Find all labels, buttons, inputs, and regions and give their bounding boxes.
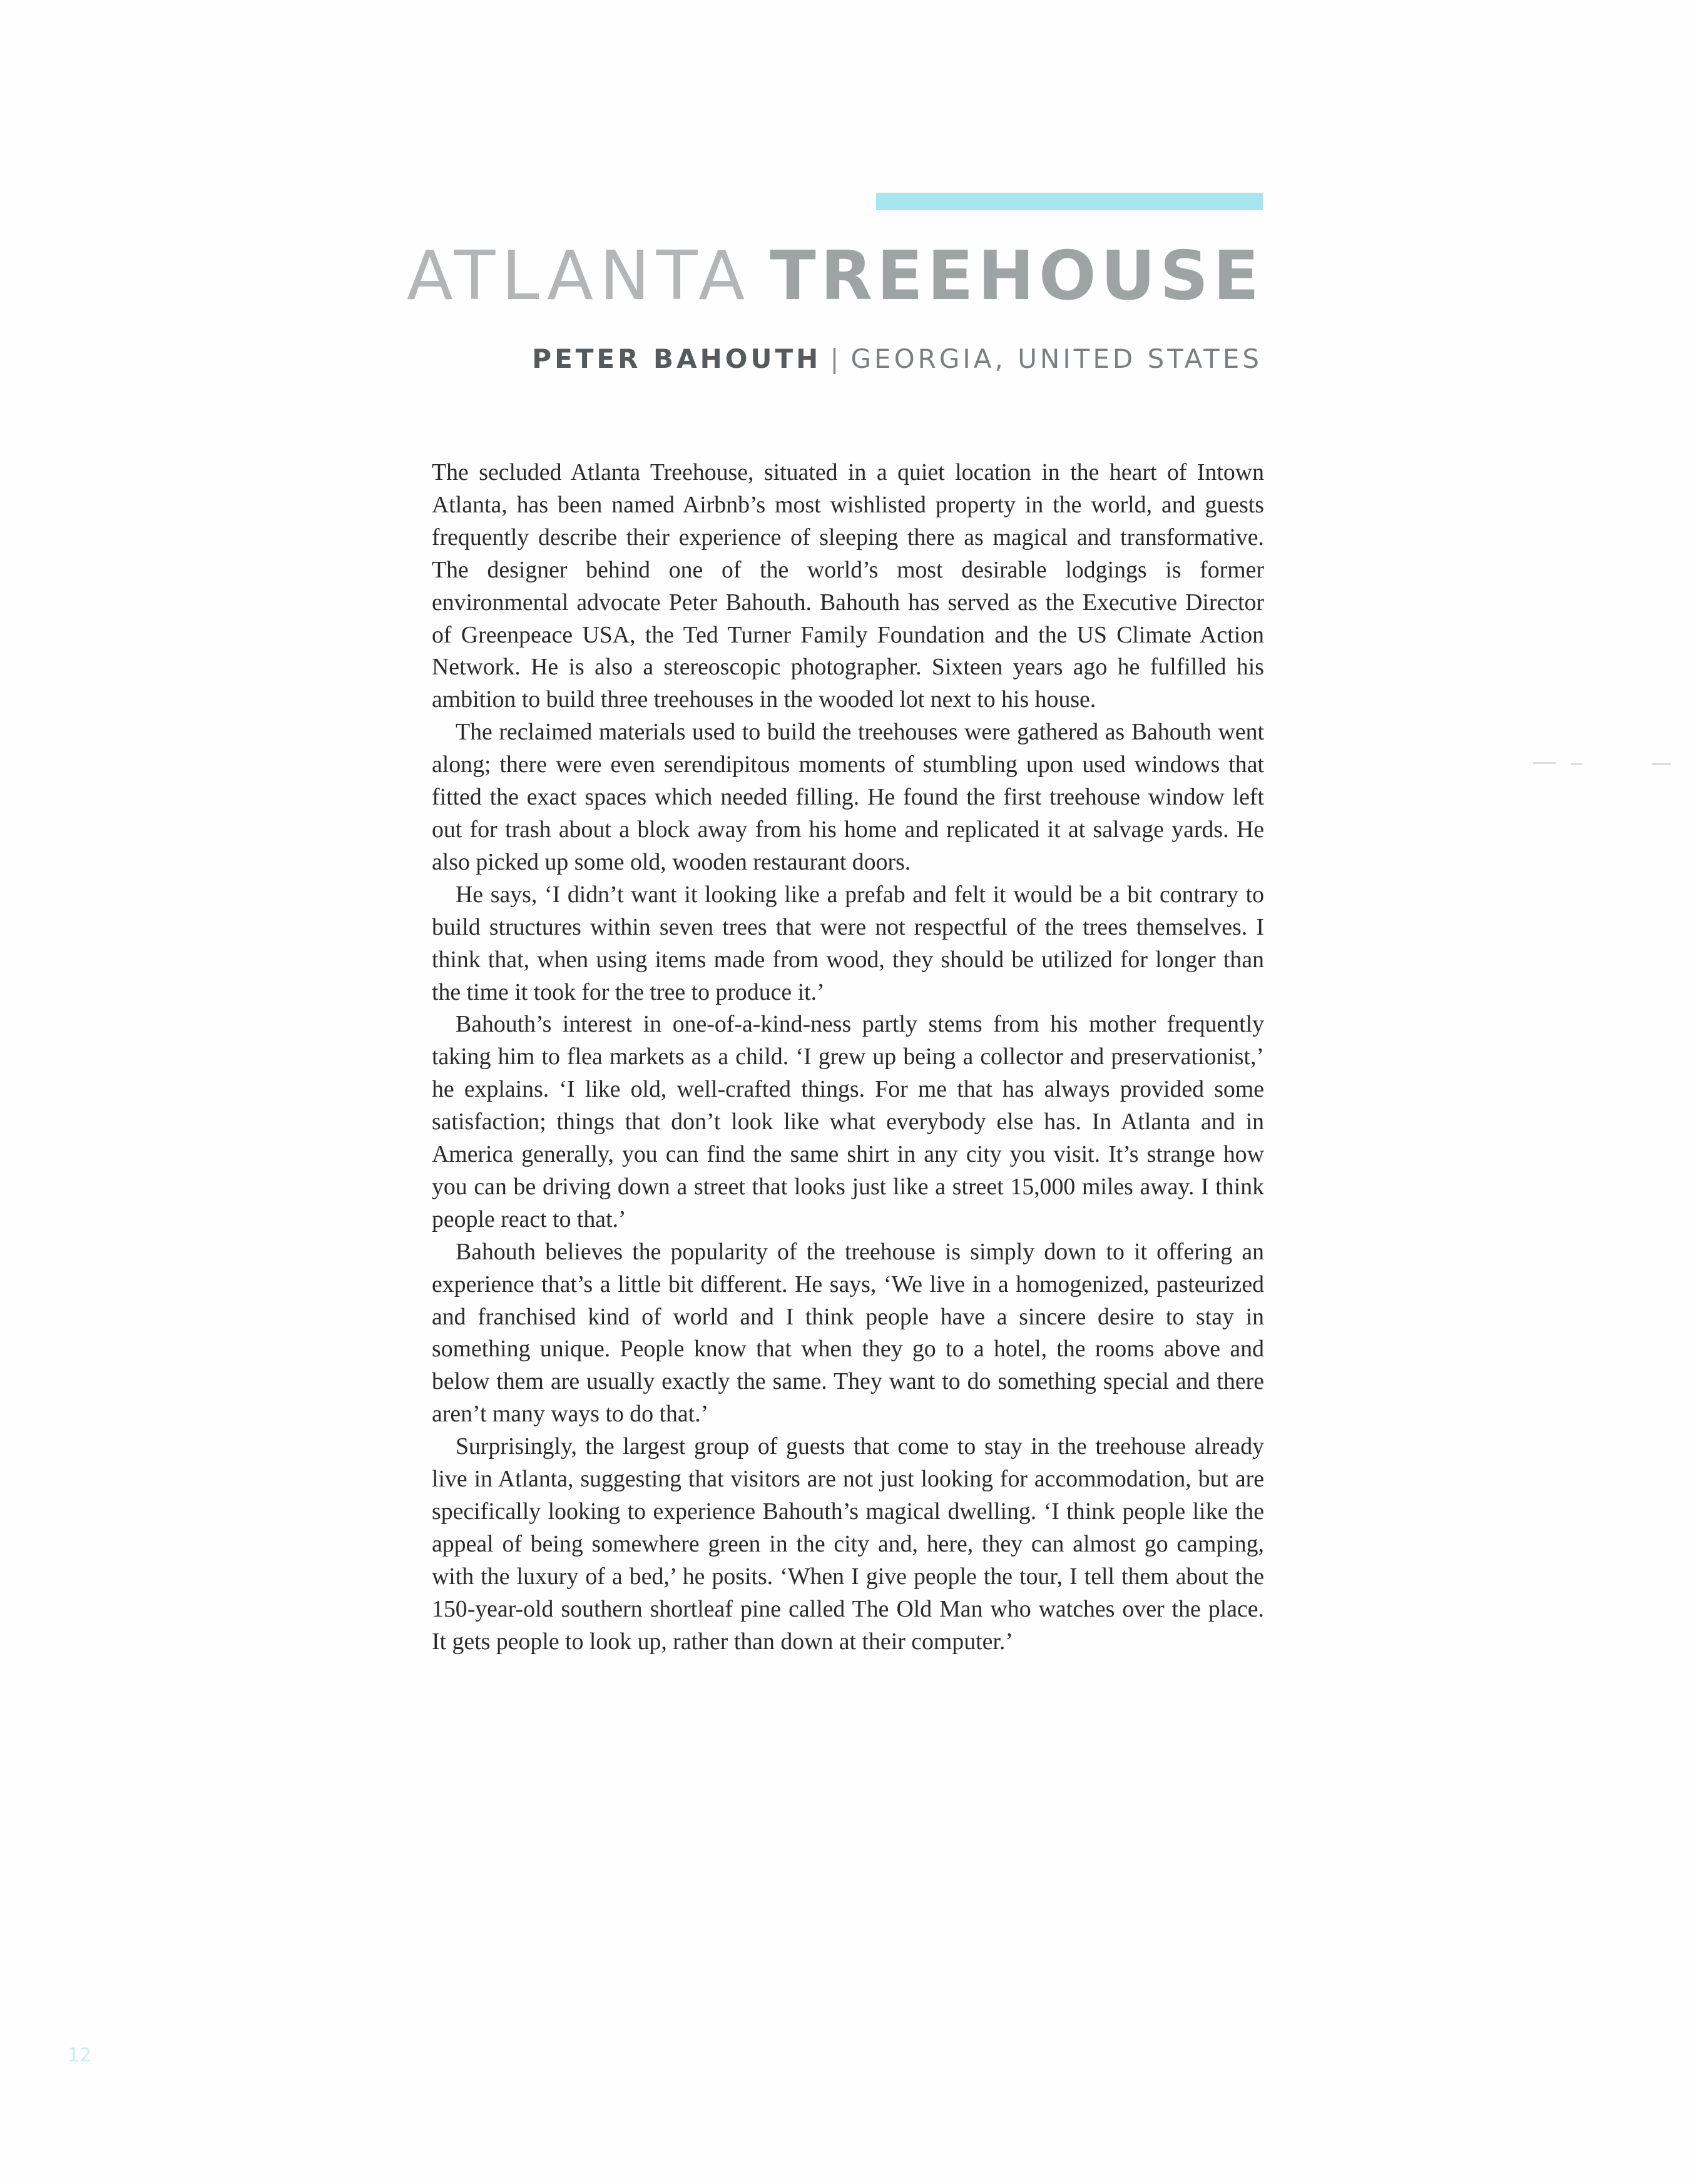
article-body: [432, 457, 1264, 1658]
article-title: [407, 236, 1263, 317]
page-number: 12: [68, 2044, 92, 2066]
article-paragraph: He says, ‘I didn’t want it looking like a prefab and felt it would be a bit contrary to build structures within seven trees that were not respectful of the trees themselves. I think that, when using items made from wood, they should be utilized for longer than the time it took for the tree to produce it.’: [432, 881, 1264, 1005]
article-paragraph: The secluded Atlanta Treehouse, situated in a quiet location in the heart of Intown Atlanta, has been named Airbnb’s most wishlisted property in the world, and guests frequently describe their experience of sleeping there as magical and transformative. The designer behind one of the world’s most desirable lodgings is former environmental advocate Peter Bahouth. Bahouth has served as the Executive Director of Greenpeace USA, the Ted Turner Family Foundation and the US Climate Action Network. He is also a stereoscopic photographer. Sixteen years ago he fulfilled his ambition to build three treehouses in the wooded lot next to his house.: [432, 459, 1264, 713]
article-paragraph: Bahouth’s interest in one-of-a-kind-ness partly stems from his mother frequently taking him to flea markets as a child. ‘I grew up being a collector and preservationist,’ he explains. ‘I like old, well-crafted things. For me that has always provided some satisfaction; things that don’t look like what everybody else has. In Atlanta and in America generally, you can find the same shirt in any city you visit. It’s strange how you can be driving down a street that looks just like a street 15,000 miles away. I think people react to that.’: [432, 1011, 1264, 1232]
article-paragraph: Bahouth believes the popularity of the treehouse is simply down to it offering an experience that’s a little bit different. He says, ‘We live in a homogenized, pasteurized and franchised kind of world and I think people have a sincere desire to stay in something unique. People know that when they go to a hotel, the rooms above and below them are usually exactly the same. They want to do something special and there aren’t many ways to do that.’: [432, 1238, 1264, 1428]
article-paragraph: The reclaimed materials used to build the treehouses were gathered as Bahouth went along; there were even serendipitous moments of stumbling upon used windows that fitted the exact spaces which needed filling. He found the first treehouse window left out for trash about a block away from his home and replicated it at salvage yards. He also picked up some old, wooden restaurant doors.: [432, 719, 1264, 875]
title-accent-bar: [876, 193, 1263, 210]
byline-location: GEORGIA, UNITED STATES: [850, 343, 1262, 374]
scan-speck: [1533, 762, 1556, 764]
article-paragraph: Surprisingly, the largest group of guests that come to stay in the treehouse already live in Atlanta, suggesting that visitors are not just looking for accommodation, but are specifically looking to experience Bahouth’s magical dwelling. ‘I think people like the appeal of being somewhere green in the city and, here, they can almost go camping, with the luxury of a bed,’ he posits. ‘When I give people the tour, I tell them about the 150-year-old southern shortleaf pine called The Old Man who watches over the place. It gets people to look up, rather than down at their computer.’: [432, 1433, 1264, 1655]
title-light-word: ATLANTA: [406, 237, 752, 315]
byline-author: PETER BAHOUTH: [532, 343, 822, 374]
byline-separator: |: [830, 343, 842, 374]
scan-speck: [1571, 763, 1582, 765]
scan-speck: [1652, 763, 1671, 765]
byline: [532, 343, 1262, 375]
title-bold-word: TREEHOUSE: [770, 237, 1263, 315]
